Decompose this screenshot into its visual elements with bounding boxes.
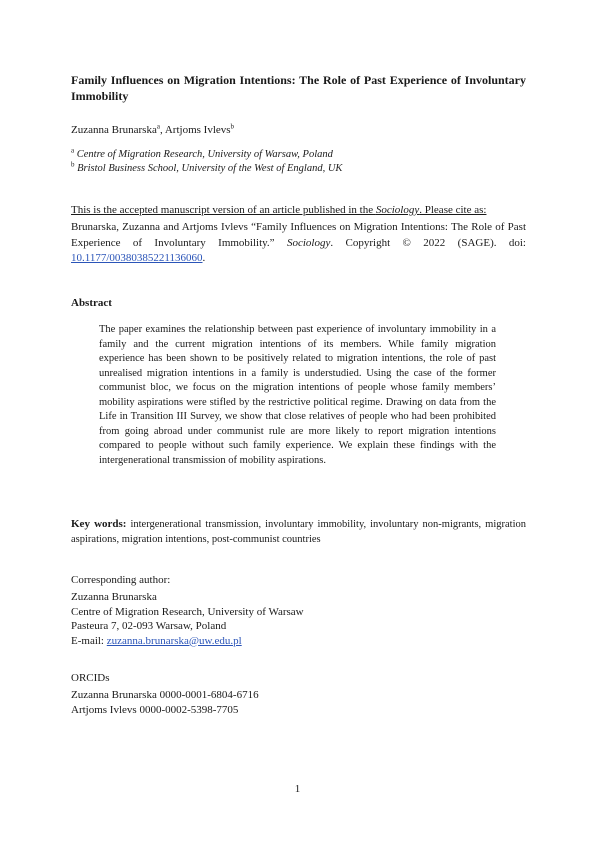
affiliation-text: Bristol Business School, University of the West of England, UK <box>77 163 343 174</box>
corresponding-address: Pasteura 7, 02-093 Warsaw, Poland <box>71 620 227 632</box>
author-list <box>71 123 234 137</box>
abstract-heading: Abstract <box>71 297 112 309</box>
author-affiliation-marker: a <box>156 122 160 131</box>
orcids-list <box>71 688 259 717</box>
corresponding-author-details <box>71 590 304 648</box>
citation-journal: Sociology <box>286 236 331 249</box>
abstract-body: The paper examines the relationship between past experience of involuntary immobility in a family and the current migration intentions of its members. While family migration experience has been shown to be positively related to migration intentions, the role of past unrealised migration intentions in a family is understudied. Using the case of the former communist bloc, we focus on the migration intentions of people whose family members’ mobility aspirations were stifled by the restrictive political regime. Drawing on data from the Life in Transition III Survey, we show that close relatives of people who had been prohibited from going abroad under communist rule are more likely to report migration intentions compared to people without such family experience. We explain these findings with the intergenerational transmission of mobility aspirations. <box>99 324 496 466</box>
author-name: Zuzanna Brunarska <box>71 124 157 136</box>
orcid-entry: Artjoms Ivlevs 0000-0002-5398-7705 <box>71 703 239 716</box>
orcids-heading: ORCIDs <box>71 672 110 684</box>
paper-title: Family Influences on Migration Intentions: The Role of Past Experience of Involuntary Immobility <box>71 73 526 103</box>
affiliation-marker: b <box>71 160 75 169</box>
citation-end: . <box>202 252 206 264</box>
corresponding-name: Zuzanna Brunarska <box>71 591 157 603</box>
keywords-text: intergenerational transmission, involuntary immobility, involuntary non-migrants, migration aspirations, migration intentions, post-communist countries <box>71 519 526 545</box>
corresponding-email-line <box>71 634 304 649</box>
manuscript-notice <box>71 203 486 217</box>
email-link[interactable]: zuzanna.brunarska@uw.edu.pl <box>106 634 242 647</box>
keywords <box>71 517 526 547</box>
affiliation-text: Centre of Migration Research, University of Warsaw, Poland <box>76 149 333 160</box>
corresponding-institution: Centre of Migration Research, University of Warsaw <box>71 605 304 618</box>
affiliation-a <box>71 148 333 161</box>
doi-link[interactable]: 10.1177/00380385221136060 <box>71 252 203 264</box>
author-affiliation-marker: b <box>230 122 235 131</box>
keywords-label: Key words: <box>71 518 127 530</box>
page-number: 1 <box>294 783 301 795</box>
orcid-entry: Zuzanna Brunarska 0000-0001-6804-6716 <box>71 689 259 701</box>
author-name: Artjoms Ivlevs <box>164 124 231 136</box>
affiliation-b <box>71 162 342 175</box>
corresponding-author-heading: Corresponding author: <box>71 574 171 586</box>
citation-copyright: . Copyright © 2022 (SAGE). doi: <box>330 236 526 249</box>
author-separator: , <box>159 124 165 136</box>
notice-journal: Sociology <box>375 204 420 216</box>
notice-text-end: . Please cite as: <box>419 204 487 216</box>
affiliation-marker: a <box>71 146 75 155</box>
citation-text: Brunarska, Zuzanna and Artjoms Ivlevs “Family Influences on Migration Intentions: The Role of Past Experience of Involuntary Immobility.” <box>71 221 526 249</box>
notice-text: This is the accepted manuscript version of an article published in the <box>71 204 376 216</box>
citation <box>71 220 526 267</box>
email-label: E-mail: <box>71 634 107 647</box>
